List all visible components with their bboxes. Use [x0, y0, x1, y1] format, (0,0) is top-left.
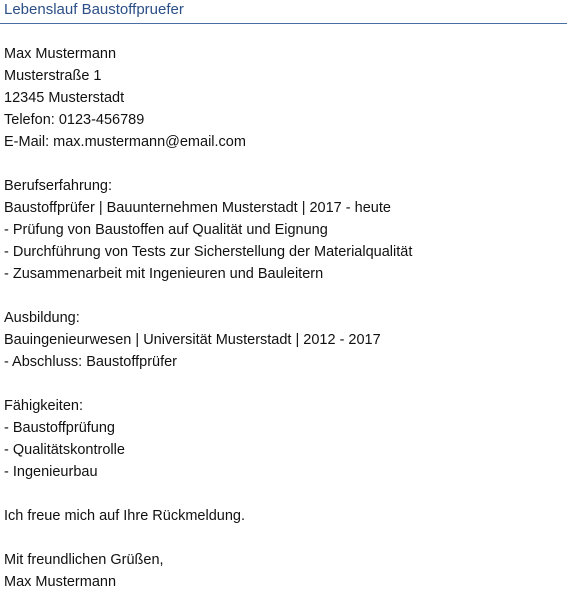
experience-item: - Durchführung von Tests zur Sicherstellung der Materialqualität	[4, 244, 413, 260]
spacer	[4, 285, 564, 307]
contact-block	[4, 43, 564, 153]
title-underline	[0, 23, 567, 24]
education-item: - Abschluss: Baustoffprüfer	[4, 354, 178, 370]
skills-item: - Baustoffprüfung	[4, 420, 115, 436]
experience-item: - Prüfung von Baustoffen auf Qualität und Eignung	[4, 222, 328, 238]
document-body	[4, 43, 564, 593]
signature-block	[4, 549, 564, 593]
experience-section	[4, 175, 564, 285]
closing-greeting: Mit freundlichen Grüßen,	[4, 552, 164, 568]
education-degree: Bauingenieurwesen | Universität Musterstadt | 2012 - 2017	[4, 332, 381, 348]
contact-email: E-Mail: max.mustermann@email.com	[4, 134, 246, 150]
spacer	[4, 527, 564, 549]
spacer	[4, 153, 564, 175]
experience-item: - Zusammenarbeit mit Ingenieuren und Bauleitern	[4, 266, 324, 282]
closing-message: Ich freue mich auf Ihre Rückmeldung.	[4, 508, 245, 524]
skills-heading: Fähigkeiten:	[4, 398, 83, 414]
contact-city: 12345 Musterstadt	[4, 90, 125, 106]
skills-section	[4, 395, 564, 483]
experience-position: Baustoffprüfer | Bauunternehmen Musterstadt | 2017 - heute	[4, 200, 391, 216]
contact-phone: Telefon: 0123-456789	[4, 112, 145, 128]
skills-item: - Ingenieurbau	[4, 464, 98, 480]
contact-street: Musterstraße 1	[4, 68, 102, 84]
experience-heading: Berufserfahrung:	[4, 178, 113, 194]
education-heading: Ausbildung:	[4, 310, 80, 326]
contact-name: Max Mustermann	[4, 46, 117, 62]
skills-item: - Qualitätskontrolle	[4, 442, 125, 458]
spacer	[4, 373, 564, 395]
signature-name: Max Mustermann	[4, 574, 117, 590]
document-title: Lebenslauf Baustoffpruefer	[4, 1, 184, 18]
education-section	[4, 307, 564, 373]
spacer	[4, 483, 564, 505]
